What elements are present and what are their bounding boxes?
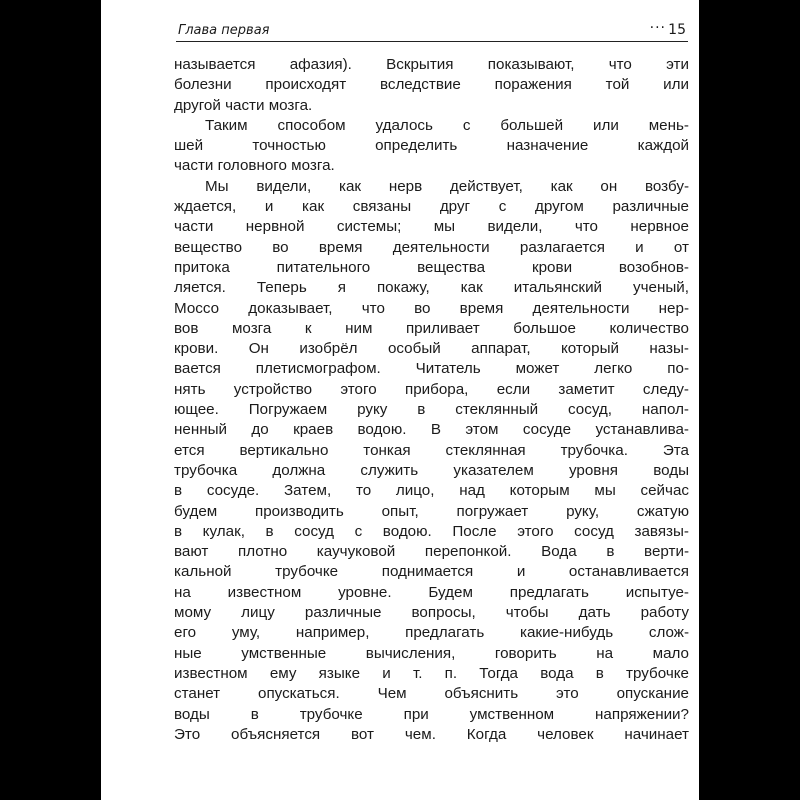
text-line: вов мозга к ним приливает большое количество xyxy=(174,319,689,337)
text-line: Моссо доказывает, что во время деятельности нер- xyxy=(174,299,689,317)
text-line: вается плетисмографом. Читатель может легко по- xyxy=(174,360,689,378)
text-line: ненный до краев водою. В этом сосуде устанавлива- xyxy=(174,421,689,439)
text-line: на известном уровне. Будем предлагать испытуе- xyxy=(174,583,689,601)
page-number: 15 xyxy=(668,22,686,38)
book-page xyxy=(101,0,699,800)
right-black-border xyxy=(699,0,800,800)
text-line: притока питательного вещества крови возобнов- xyxy=(174,258,689,276)
text-line: трубочка должна служить указателем уровня воды xyxy=(174,461,689,479)
text-line: станет опускаться. Чем объяснить это опускание xyxy=(174,685,689,703)
left-black-border xyxy=(0,0,101,800)
text-line: в кулак, в сосуд с водою. После этого сосуд завязы- xyxy=(174,522,689,540)
text-line: нять устройство этого прибора, если заметит следу- xyxy=(174,380,689,398)
text-line: вают плотно каучуковой перепонкой. Вода в верти- xyxy=(174,543,689,561)
text-line: вещество во время деятельности разлагается и от xyxy=(174,238,689,256)
text-line: ющее. Погружаем руку в стеклянный сосуд, напол- xyxy=(174,401,689,419)
text-line: будем производить опыт, погружает руку, сжатую xyxy=(174,502,689,520)
text-line: воды в трубочке при умственном напряжении? xyxy=(174,705,689,723)
header-dots: ··· xyxy=(649,20,666,36)
text-line: мому лицу различные вопросы, чтобы дать работу xyxy=(174,604,689,622)
text-line: крови. Он изобрёл особый аппарат, который назы- xyxy=(174,340,689,358)
text-line: называется афазия). Вскрытия показывают, что эти xyxy=(174,56,689,73)
text-line: его уму, например, предлагать какие-нибудь слож- xyxy=(174,624,689,642)
text-line: в сосуде. Затем, то лицо, над которым мы сейчас xyxy=(174,482,689,500)
text-line: Таким способом удалось с большей или мень- xyxy=(205,116,689,134)
body-text xyxy=(174,55,689,745)
text-line: другой части мозга. xyxy=(174,96,313,114)
text-line: ждается, и как связаны друг с другом различные xyxy=(174,198,689,216)
text-line: известном ему языке и т. п. Тогда вода в трубочке xyxy=(174,664,689,682)
text-line: шей точностью определить назначение каждой xyxy=(174,137,689,155)
text-line: Это объясняется вот чем. Когда человек начинает xyxy=(174,725,689,743)
running-title: Глава первая xyxy=(178,23,270,38)
text-line: ные умственные вычисления, говорить на мало xyxy=(174,644,689,662)
text-line: части головного мозга. xyxy=(174,157,335,175)
text-line: болезни происходят вследствие поражения той или xyxy=(174,76,689,94)
page-header xyxy=(176,18,688,40)
text-line: Мы видели, как нерв действует, как он возбу- xyxy=(205,177,689,195)
text-line: кальной трубочке поднимается и останавливается xyxy=(174,563,689,581)
text-line: ется вертикально тонкая стеклянная трубочка. Эта xyxy=(174,441,689,459)
text-line: ляется. Теперь я покажу, как итальянский ученый, xyxy=(174,279,689,297)
header-rule xyxy=(176,41,688,42)
text-line: части нервной системы; мы видели, что нервное xyxy=(174,218,689,236)
